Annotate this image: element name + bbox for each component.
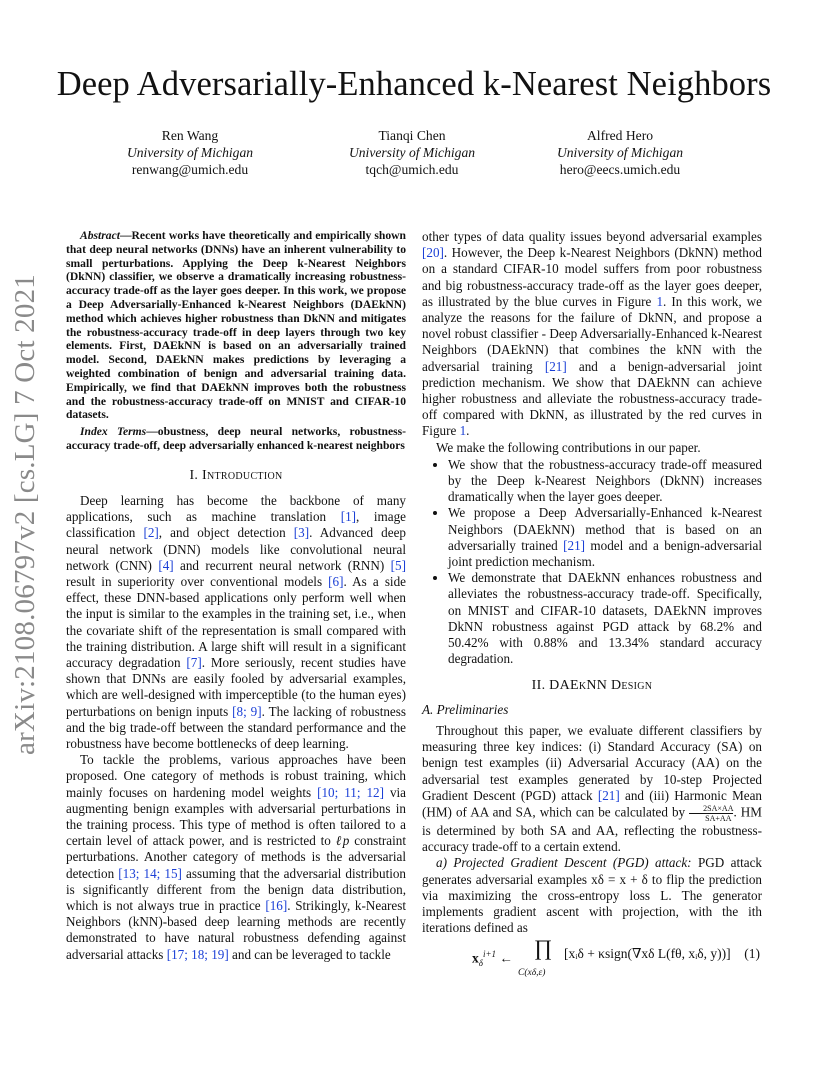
citation-link[interactable]: [17; 18; 19] [166, 946, 229, 962]
author-affiliation: University of Michigan [126, 145, 254, 160]
author-2 [302, 127, 522, 178]
author-name: Alfred Hero [586, 128, 654, 143]
index-terms-label: Index Terms [80, 425, 147, 439]
author-affiliation: University of Michigan [348, 145, 476, 160]
paper-title: Deep Adversarially-Enhanced k-Nearest Neighbors [56, 65, 772, 103]
abstract-text: —Recent works have theoretically and empirically shown that deep neural networks (DNNs) have an inherent vulnerability to small perturbations. Applying the Deep k-Nearest Neighbors (DkNN) classifier, we observe a dramatically increasing robustness-accuracy trade-off as the layer goes deeper. In this work, we propose a Deep Adversarially-Enhanced k-Nearest Neighbors (DAEkNN) method which achieves higher robustness than DkNN and mitigates the robustness-accuracy trade-off in deep layers through two key elements. First, DAEkNN is based on an adversarially trained model. Second, DAEkNN makes predictions by leveraging a weighted combination of benign and adversarial training data. Empirically, we find that DAEkNN improves both the robustness and the robustness-accuracy trade-off on MNIST and CIFAR-10 datasets. [66, 229, 406, 422]
subsection-heading-preliminaries: A. Preliminaries [422, 701, 509, 717]
right-column [422, 229, 762, 986]
author-email[interactable]: tqch@umich.edu [365, 162, 459, 177]
contributions-list [422, 457, 762, 668]
citation-link[interactable]: [21] [563, 537, 586, 553]
equation-rhs: [xᵢδ + κsign(∇xδ L(fθ, xᵢδ, y))] [564, 946, 731, 962]
intro-paragraph-2: To tackle the problems, various approaches have been proposed. One category of methods is robust training, which mainly focuses on hardening model weights [10; 11; 12] via augmenting benign examples with adversarial perturbations in the training process. This type of method is often tailored to a certain level of attack power, and is restricted to ℓp constraint perturbations. Another category of methods is the adversarial detection [13; 14; 15] assuming that the adversarial distribution is significantly different from the benign data distribution, which is not always true in practice [16]. Strikingly, k-Nearest Neighbors (kNN)-based deep learning methods are recently demonstrated to have natural robustness defending against adversarial attacks [17; 18; 19] and can be leveraged to tackle [66, 752, 407, 962]
citation-link[interactable]: [20] [422, 245, 444, 261]
pgd-paragraph: a) Projected Gradient Descent (PGD) attack: PGD attack generates adversarial examples xδ = x + δ to flip the prediction via maximizing the cross-entropy loss L. The generator implements gradient ascent with projection, with the ith iterations defined as [422, 855, 762, 936]
citation-link[interactable]: [5] [390, 557, 406, 573]
left-column [66, 229, 406, 963]
harmonic-mean-fraction: $\frac{2SA\times AA}{SA+AA}$ [689, 804, 733, 823]
citation-link[interactable]: [3] [293, 525, 310, 541]
citation-link[interactable]: [1] [340, 509, 357, 525]
right-paragraph-1: other types of data quality issues beyond adversarial examples [20]. However, the Deep k-Nearest Neighbors (DkNN) method on a standard CIFAR-10 model suffers from poor robustness and big robustness-accuracy trade-off as the layer goes deeper, as illustrated by the blue curves in Figure 1. In this work, we analyze the reasons for the failure of DkNN, and propose a novel robust classifier - Deep Adversarially-Enhanced k-Nearest Neighbors (DAEkNN) that combines the kNN with the adversarial training [21] and a benign-adversarial joint prediction mechanism. We show that DAEkNN can achieve higher robustness and alleviate the robustness-accuracy trade-off compared with DkNN, as illustrated by the red curves in Figure 1. [422, 229, 762, 439]
citation-link[interactable]: [7] [186, 654, 202, 670]
citation-link[interactable]: [6] [328, 573, 344, 589]
citation-link[interactable]: [21] [544, 358, 567, 374]
lp-norm-symbol: ℓp [335, 833, 350, 849]
contributions-intro: We make the following contributions in our paper. [436, 439, 701, 455]
projection-set: C(xδ,ε) [518, 968, 546, 979]
author-affiliation: University of Michigan [556, 145, 684, 160]
citation-link[interactable]: [4] [158, 557, 174, 573]
pgd-label: a) Projected Gradient Descent (PGD) attack: [436, 855, 692, 871]
citation-link[interactable]: [13; 14; 15] [118, 865, 182, 881]
abstract [66, 229, 406, 422]
list-item: • We propose a Deep Adversarially-Enhanced k-Nearest Neighbors (DAEkNN) method that is based on an adversarially trained [21] model and a benign-adversarial joint prediction mechanism. [448, 505, 762, 570]
index-terms-text: —obustness, deep neural networks, robustness-accuracy trade-off, deep adversarially enhanced k-nearest neighbors [66, 425, 406, 452]
list-item: • We demonstrate that DAEkNN enhances robustness and alleviates the robustness-accuracy trade-off. Specifically, on MNIST and CIFAR-10 datasets, DAEkNN improves DkNN robustness against PGD attack by 68.2% and 50.42% with 0.88% and 13.34% standard accuracy degradation. [448, 570, 762, 667]
citation-link[interactable]: [2] [143, 525, 159, 541]
product-symbol: ∏ [534, 935, 553, 961]
citation-link[interactable]: [16] [265, 898, 288, 914]
figure-link[interactable]: 1 [459, 423, 467, 439]
index-terms [66, 425, 406, 453]
author-name: Tianqi Chen [378, 128, 446, 143]
author-3 [510, 127, 730, 178]
author-email[interactable]: hero@eecs.umich.edu [559, 162, 681, 177]
equation-1 [422, 935, 762, 986]
author-1 [80, 127, 300, 178]
preliminaries-paragraph: Throughout this paper, we evaluate different classifiers by measuring three key indices: (i) Standard Accuracy (SA) on benign test examples (ii) Adversarial Accuracy (AA) on the adversarial test examples generated by 10-step Projected Gradient Descent (PGD) attack [21] and (iii) Harmonic Mean (HM) of AA and SA, which can be calculated by $\frac{2SA\times AA}{SA+AA}$ . HM is determined by both SA and AA, reflecting the robustness-accuracy trade-off to a certain extend. [422, 722, 762, 855]
equation-lhs: $x_\delta^{i+1}$ ← [472, 949, 513, 969]
abstract-label: Abstract [80, 229, 120, 242]
citation-link[interactable]: [8; 9] [232, 703, 262, 719]
intro-paragraph-1: Deep learning has become the backbone of many applications, such as machine translation [1], image classification [2], and object detection [3]. Advanced deep neural network (DNN) models like convolutional neural network (CNN) [4] and recurrent neural network (RNN) [5] result in superiority over conventional models [6]. As a side effect, these DNN-based applications only perform well when the input is similar to the examples in the training set, i.e., when the covariate shift of the representation is small compared with the training distribution. A large shift will result in a significant accuracy degradation [7]. More seriously, recent studies have shown that DNNs are easily fooled by adversarial examples, which are well-designed with imperceptible (to the human eyes) perturbations on benign inputs [8; 9]. The lacking of robustness and the big trade-off between the standard performance and the robustness have become bottlenecks of deep learning. [66, 492, 406, 751]
section-heading-design: II. DAEkNN Design [531, 678, 653, 694]
arxiv-id-text: arXiv:2108.06797v2 [cs.LG] 7 Oct 2021 [9, 274, 41, 755]
citation-link[interactable]: [21] [597, 787, 620, 803]
section-heading-introduction: I. Introduction [189, 467, 283, 483]
list-item: • We show that the robustness-accuracy trade-off measured by the Deep k-Nearest Neighbors (DkNN) increases dramatically when the layer goes deeper. [448, 457, 762, 506]
citation-link[interactable]: [10; 11; 12] [317, 784, 384, 800]
author-email[interactable]: renwang@umich.edu [131, 162, 249, 177]
equation-number: (1) [744, 946, 760, 962]
author-name: Ren Wang [161, 128, 219, 143]
figure-link[interactable]: 1 [656, 293, 664, 309]
